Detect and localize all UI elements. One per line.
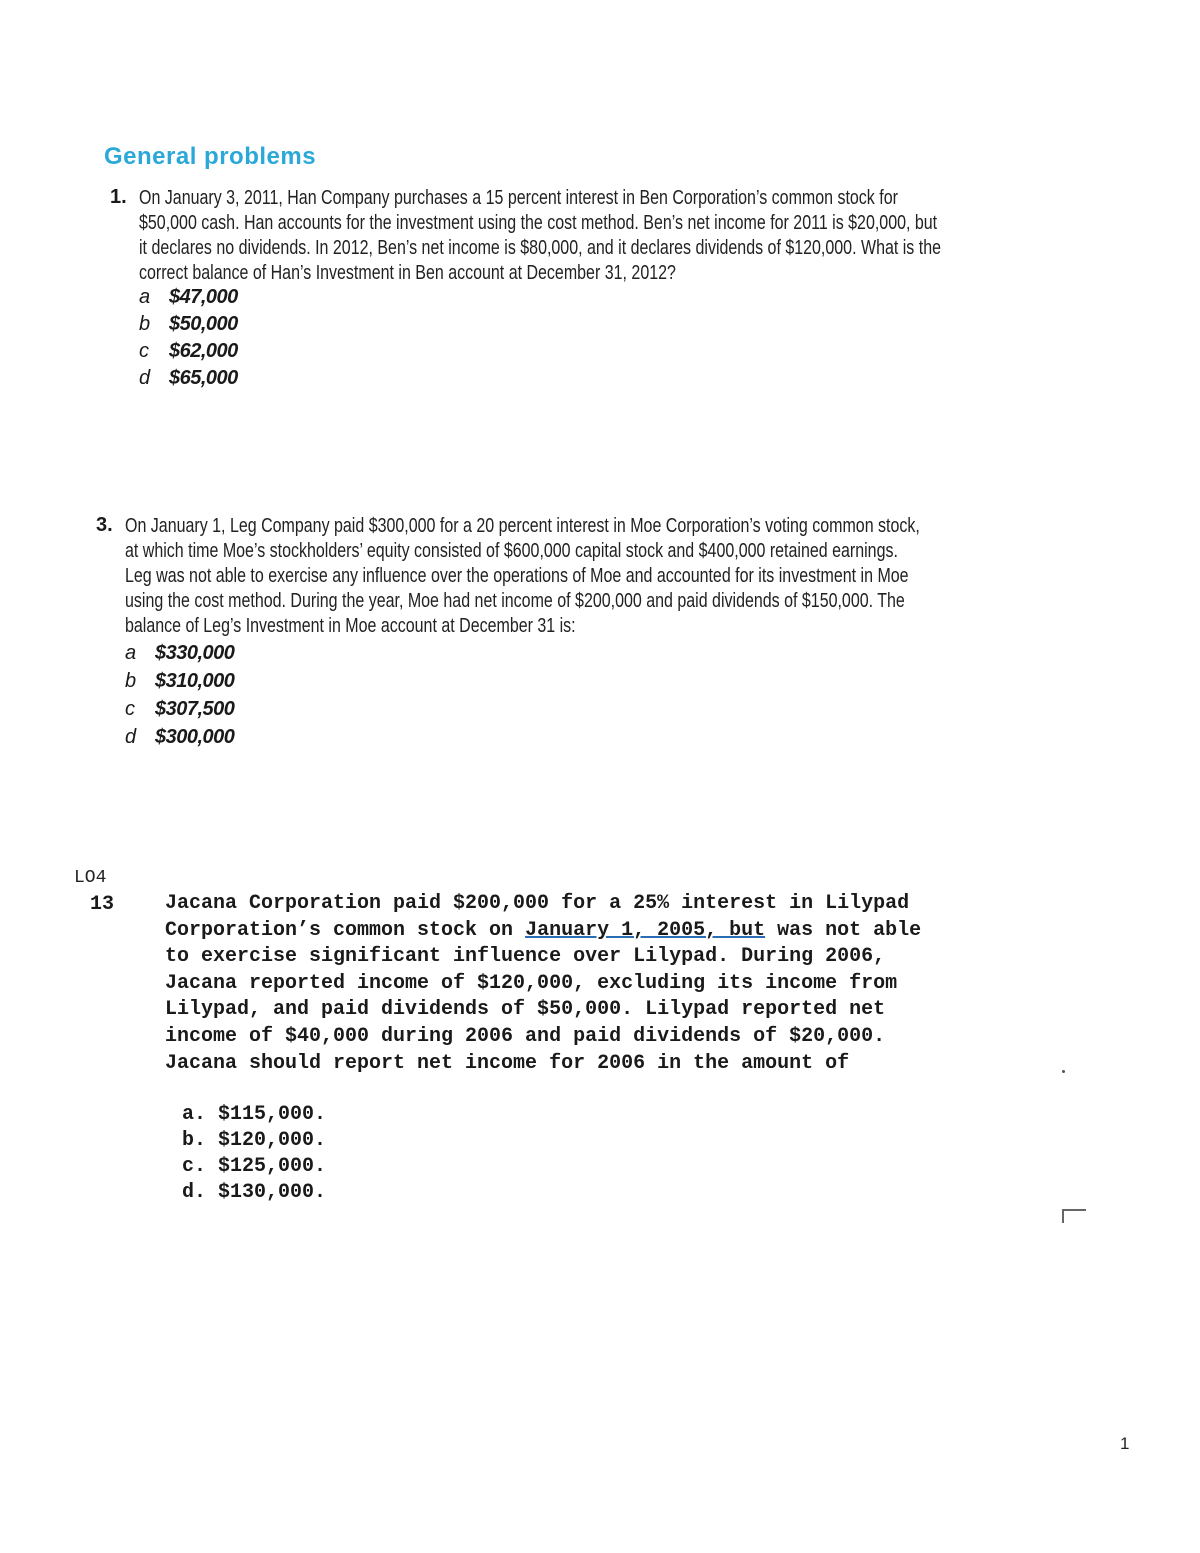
option-c[interactable] <box>125 698 234 721</box>
option-letter: b <box>125 670 137 692</box>
option-b[interactable] <box>125 670 234 693</box>
problem-number: 13 <box>90 893 115 916</box>
option-letter: a <box>125 642 137 664</box>
stem-line: On January 3, 2011, Han Company purchases a 15 percent interest in Ben Corporation’s common stock for <box>139 187 898 209</box>
stem-text: was not able <box>765 918 922 942</box>
option-value: $310,000 <box>155 670 235 692</box>
stem-line: it declares no dividends. In 2012, Ben’s net income is $80,000, and it declares dividends of $120,000. What is the <box>139 237 941 259</box>
option-value: $307,500 <box>155 698 235 720</box>
stem-line: On January 1, Leg Company paid $300,000 for a 20 percent interest in Moe Corporation’s voting common stock, <box>125 515 920 537</box>
stem-text: Corporation’s common stock on <box>165 918 526 942</box>
stem-line: balance of Leg’s Investment in Moe account at December 31 is: <box>125 615 576 637</box>
stem-line: using the cost method. During the year, Moe had net income of $200,000 and paid dividends of $150,000. The <box>125 590 905 612</box>
option-value: $62,000 <box>169 340 238 362</box>
option-d[interactable]: d. $130,000. <box>182 1181 327 1204</box>
option-b[interactable]: b. $120,000. <box>182 1129 327 1152</box>
stem-line <box>165 918 1055 945</box>
problem-13-stem <box>165 891 1055 1077</box>
option-c[interactable]: c. $125,000. <box>182 1155 327 1178</box>
option-value: $330,000 <box>155 642 235 664</box>
option-a[interactable]: a. $115,000. <box>182 1103 327 1126</box>
stem-line: to exercise significant influence over Lilypad. During 2006, <box>165 945 886 969</box>
problem-stem <box>125 514 920 639</box>
option-letter: c <box>139 340 149 362</box>
option-d[interactable] <box>139 367 238 390</box>
underlined-date: January 1, 2005, but <box>525 918 766 942</box>
learning-objective-label: LO4 <box>74 868 107 888</box>
stem-line: Lilypad, and paid dividends of $50,000. Lilypad reported net <box>165 998 886 1022</box>
corner-bracket-mark <box>1062 1209 1086 1223</box>
option-c[interactable] <box>139 340 238 363</box>
stem-line: at which time Moe’s stockholders’ equity consisted of $600,000 capital stock and $400,000 retained earnings. <box>125 540 898 562</box>
stem-line: Leg was not able to exercise any influence over the operations of Moe and accounted for its investment in Moe <box>125 565 909 587</box>
option-letter: b <box>139 313 151 335</box>
option-value: $47,000 <box>169 286 238 308</box>
option-d[interactable] <box>125 726 234 749</box>
option-value: $300,000 <box>155 726 235 748</box>
stem-line: $50,000 cash. Han accounts for the investment using the cost method. Ben’s net income for 2011 is $20,000, but <box>139 212 938 234</box>
stem-line: correct balance of Han’s Investment in Ben account at December 31, 2012? <box>139 262 676 284</box>
option-a[interactable] <box>139 286 238 309</box>
option-value: $65,000 <box>169 367 238 389</box>
option-letter: c <box>125 698 135 720</box>
option-letter: d <box>139 367 151 389</box>
option-value: $50,000 <box>169 313 238 335</box>
page-number: 1 <box>1120 1434 1130 1453</box>
stem-line: Jacana Corporation paid $200,000 for a 25% interest in Lilypad <box>165 892 910 915</box>
section-heading: General problems <box>104 146 317 170</box>
stem-line: income of $40,000 during 2006 and paid dividends of $20,000. <box>165 1024 886 1048</box>
stem-line: Jacana should report net income for 2006 in the amount of <box>165 1051 850 1075</box>
option-letter: d <box>125 726 137 748</box>
stray-dot-mark <box>1062 1070 1065 1073</box>
stem-line: Jacana reported income of $120,000, excluding its income from <box>165 971 898 995</box>
problem-number: 3. <box>96 514 113 536</box>
option-a[interactable] <box>125 642 234 665</box>
option-letter: a <box>139 286 151 308</box>
option-b[interactable] <box>139 313 238 336</box>
problem-stem <box>139 186 941 286</box>
problem-number: 1. <box>110 186 127 208</box>
